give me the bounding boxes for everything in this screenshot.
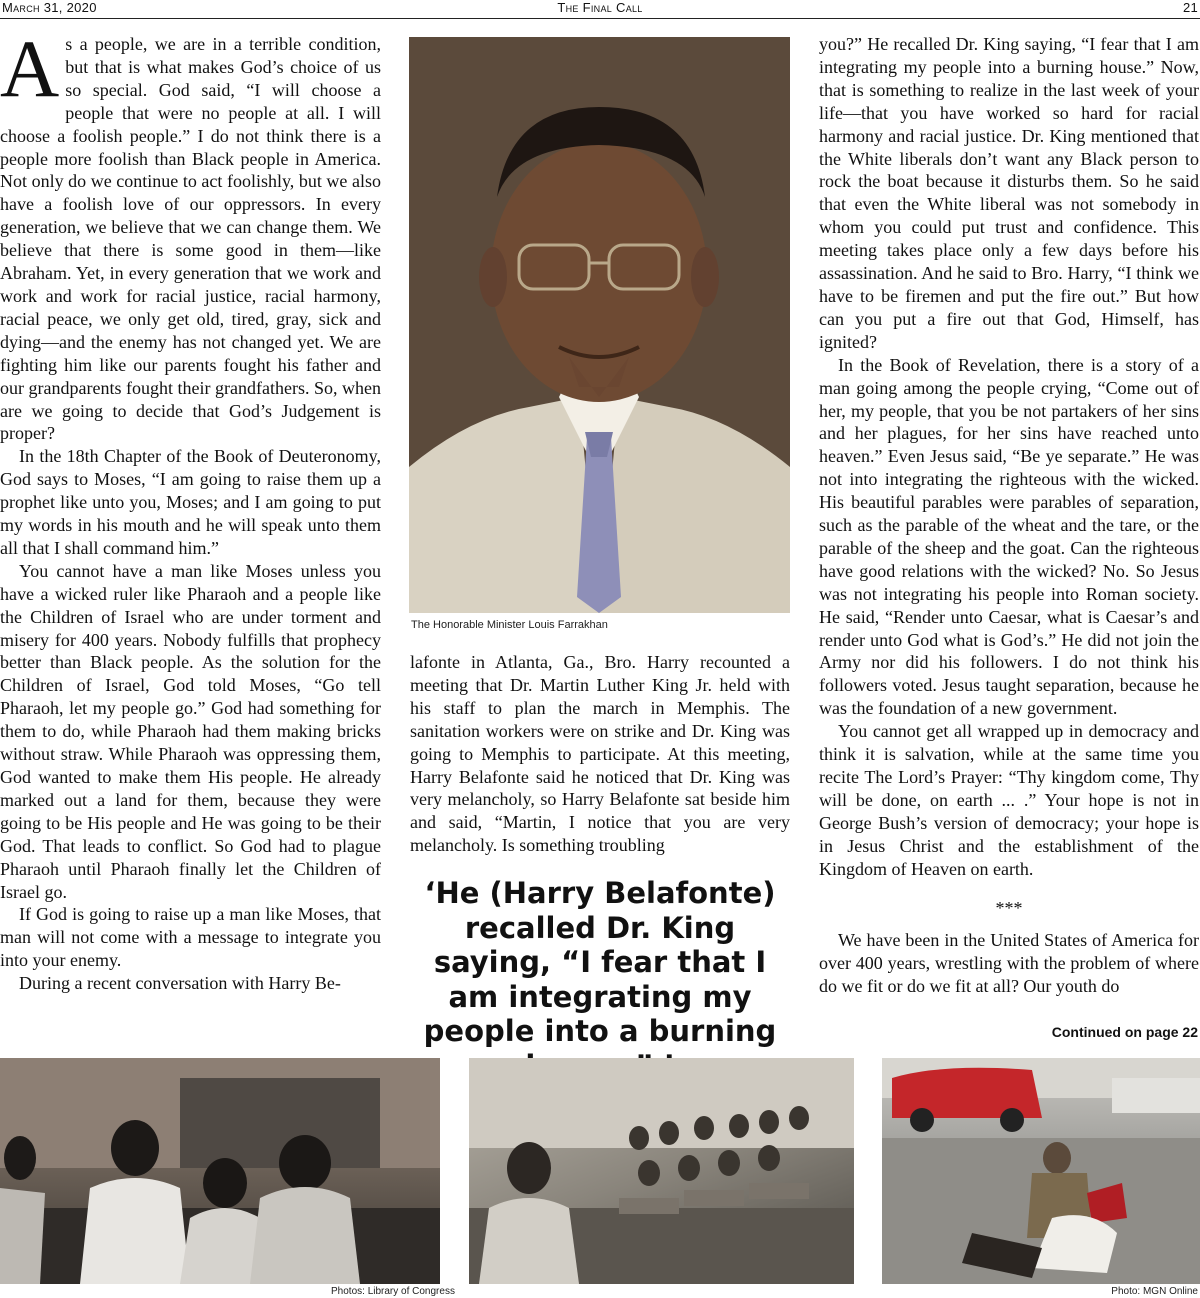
portrait-caption: The Honorable Minister Louis Farrakhan [411,619,608,631]
article-paragraph: If God is going to raise up a man like Moses, that man will not come with a message to integrate you into your enemy. [0,904,381,971]
photo-credit-right: Photo: MGN Online [1111,1286,1198,1297]
section-break: *** [995,897,1023,918]
article-paragraph: In the 18th Chapter of the Book of Deuteronomy, God says to Moses, “I am going to raise them up a prophet like unto you, Moses; and I am going to put my words in his mouth and he will speak unto them all that I shall command him.” [0,446,381,558]
photo-civil-rights-kneeling [0,1058,440,1284]
issue-date: March 31, 2020 [2,0,97,15]
publication-name: The Final Call [557,0,643,15]
photo-segregated-classroom [469,1058,854,1284]
pull-quote: ‘He (Harry Belafonte) recalled Dr. King saying, “I fear that I am integrating my people into a burning [423,876,777,1048]
article-paragraph: you?” He recalled Dr. King saying, “I fear that I am integrating my people into a burning house.” Now, that is something to realize in the last week of your life—that you have worked so hard for racial harmony and racial justice. Dr. King mentioned that the White liberals don’t want any Black person to rock the boat because it disturbs them. So he said that even the White liberal was not somebody in whom you could put trust and confidence. This meeting takes place only a few days before his assassination. And he said to Bro. Harry, “I think we have to be firemen and put the fire out.” But how can you put a fire out that God, Himself, has ignited? [819,34,1199,352]
photo-illustration [0,1058,440,1284]
article-paragraph: During a recent conversation with Harry Be- [19,973,341,994]
article-paragraph: As a people, we are in a terrible condition, but that is what makes God’s choice of us so special. God said, “I will choose a people that were no people at all. I will choose a foolish people.” I do not think there is a people more foolish than Black people in America. Not only do we continue to act foolishly, but we also have a foolish love of our oppressors. In every generation, we believe that we can change them. We believe that there is some good in them—like Abraham. Yet, in every generation that we work and work and work for racial justice, racial harmony, racial peace, we only get old, tired, gray, sick and dying—and the enemy has not changed yet. We are fighting him like our parents fought his father and our grandparents fought their grandfathers. So, when are we going to decide that God’s Judgement is proper? [0,33,381,444]
photo-illustration [469,1058,854,1284]
photo-illustration [882,1058,1200,1284]
article-paragraph: You cannot have a man like Moses unless you have a wicked ruler like Pharaoh and a people like the Children of Israel who are under torment and misery for 400 years. Nobody fulfills that prophecy better than Black people. As the solution for the Children of Israel, God told Moses, “Go tell Pharaoh, let my people go.” God had something for them to do, while Pharaoh had them making bricks without straw. While Pharaoh was oppressing them, God wanted to make them His people. He already marked out a land for them, because they were going to be His people and He was going to be their God. That leads to conflict. So God had to plague Pharaoh until Pharaoh finally let the Children of Israel go. [0,560,381,902]
article-paragraph: lafonte in Atlanta, Ga., Bro. Harry recounted a meeting that Dr. Martin Luther King Jr. held with his staff to plan the march in Memphis. The sanitation workers were on strike and Dr. King was going to Memphis to participate. At this meeting, Harry Belafonte said he noticed that Dr. King was very melancholy, so Harry Belafonte sat beside him and said, “Martin, I notice that you are very melancholy. Is something troubling [410,652,790,856]
drop-cap: A [0,33,60,114]
continued-link[interactable]: Continued on page 22 [1051,1024,1198,1040]
photo-credit-left: Photos: Library of Congress [331,1286,455,1297]
page-header [0,0,1200,19]
article-column-2 [410,651,790,863]
article-paragraph: We have been in the United States of America for over 400 years, wrestling with the problem of where do we fit or do we fit at all? Our youth do [819,930,1199,997]
photo-police-arrest [882,1058,1200,1284]
article-paragraph: You cannot get all wrapped up in democracy and think it is salvation, while at the same time you recite The Lord’s Prayer: “Thy kingdom come, Thy will be done, on earth ... .” Your hope is not in George Bush’s version of democracy; your hope is in Jesus Christ and the establishment of the Kingdom of Heaven on earth. [819,721,1199,879]
portrait-illustration [409,37,790,613]
article-column-1 [0,33,381,1043]
article-paragraph: In the Book of Revelation, there is a story of a man going among the people crying, “Come out of her, my people, that you be not partakers of her sins and her plagues, for her sins have reached unto heaven.” Even Jesus said, “Be ye separate.” He was not into integrating the righteous with the wicked. His beautiful parables were parables of separation, such as the parable of the wheat and the tare, or the parable of the sheep and the goat. Can the righteous have good relations with the wicked? No. So Jesus was not integrating his people into Roman society. He said, “Render unto Caesar, what is Caesar’s and render unto God what is God’s.” He did not join the Army nor did his followers. I do not think his followers voted. Jesus taught separation, because he was the foundation of a new government. [819,354,1199,719]
portrait-photo-farrakhan [409,37,790,613]
article-column-3 [819,33,1199,1013]
page-number: 21 [1182,0,1198,15]
